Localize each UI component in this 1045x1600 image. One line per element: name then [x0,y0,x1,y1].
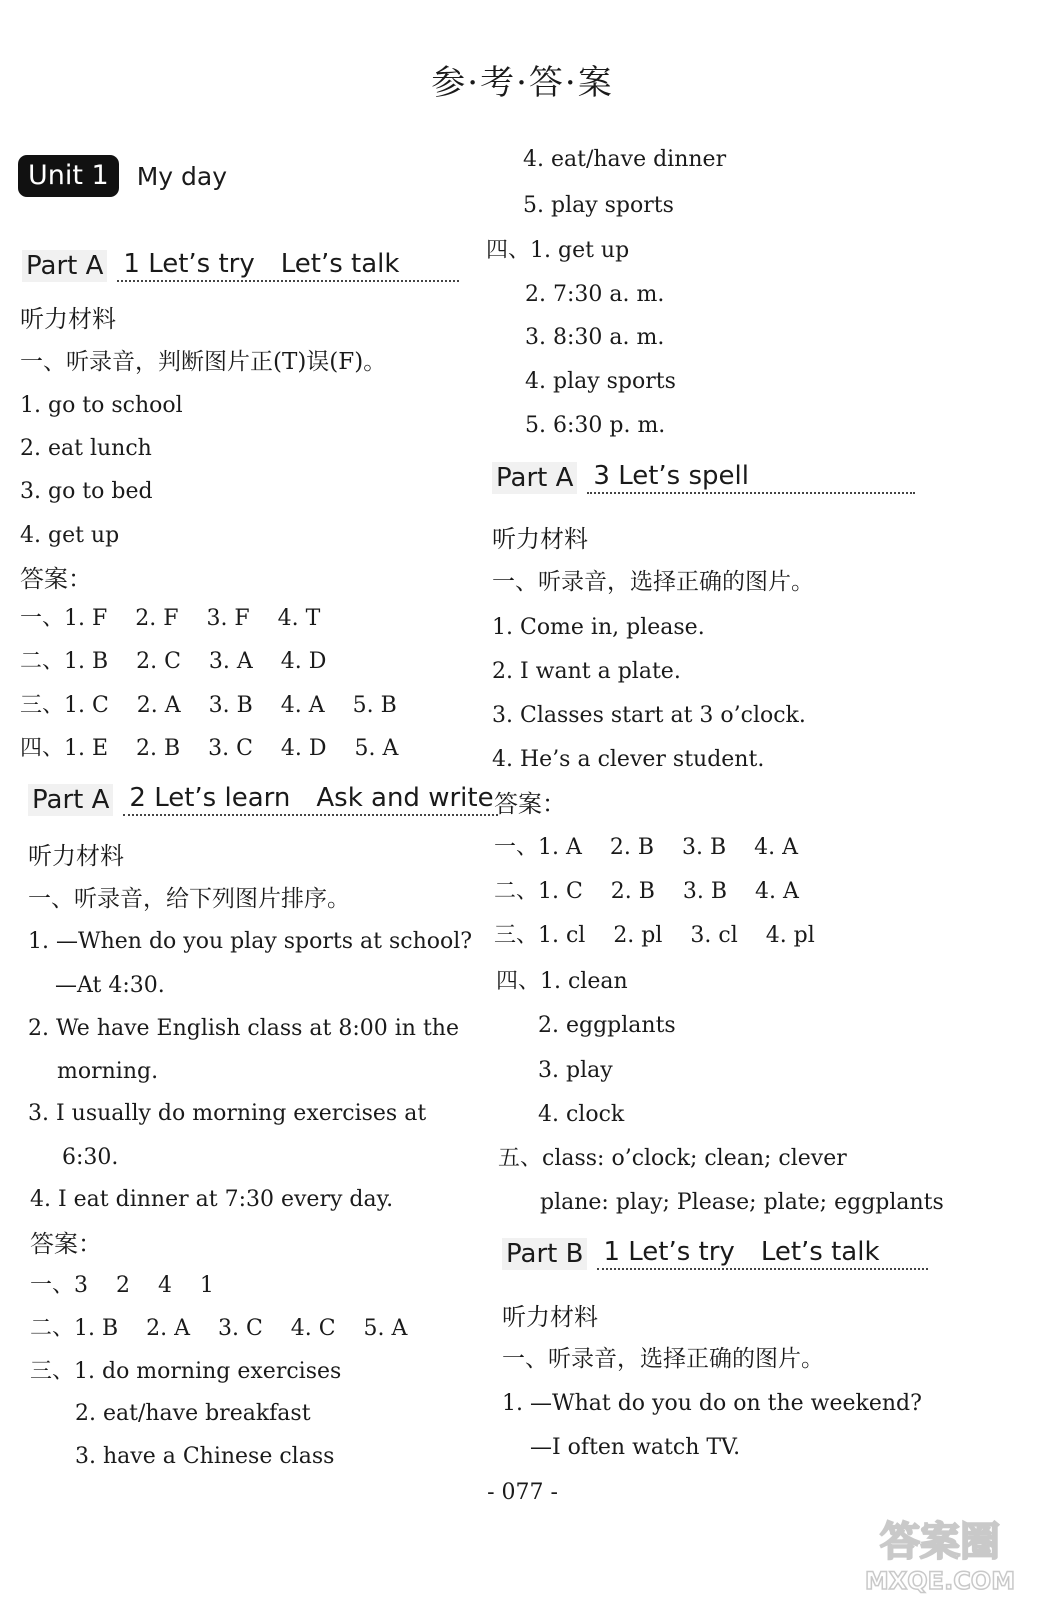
watermark-logo [850,1505,1030,1595]
answer-row: 4. play sports [525,369,676,394]
list-item: 6:30. [62,1145,119,1170]
section-heading: 听力材料 [502,1303,598,1331]
page-number: - 077 - [487,1480,558,1505]
list-item: 2. eat lunch [20,436,152,461]
answer-row: plane: play; Please; plate; eggplants [540,1190,944,1215]
answers-heading: 答案： [494,790,566,818]
watermark-url: MXQE.COM [864,1567,1016,1595]
list-item: 3. Classes start at 3 o’clock. [492,703,806,728]
answers-heading: 答案： [20,565,92,593]
part-title: 3 Let’s spell [587,460,915,494]
answer-row: 一、3 2 4 1 [30,1273,214,1298]
part-label: Part A [22,250,107,282]
part-title: 2 Let’s learn Ask and write [123,782,497,816]
answer-row: 一、1. A 2. B 3. B 4. A [494,835,798,860]
list-item: 3. I usually do morning exercises at [28,1101,427,1126]
part-b1-heading [502,1236,928,1270]
list-item: 1. —When do you play sports at school? [28,929,473,954]
list-item: 2. I want a plate. [492,659,681,684]
answer-row: 四、1. clean [496,969,628,994]
list-item: —I often watch TV. [530,1435,741,1460]
list-item: 3. go to bed [20,479,153,504]
list-item: 2. We have English class at 8:00 in the [28,1016,459,1041]
answer-row: 三、1. cl 2. pl 3. cl 4. pl [494,923,815,948]
answer-row: 一、1. F 2. F 3. F 4. T [20,606,321,631]
answer-row: 二、1. C 2. B 3. B 4. A [494,879,799,904]
answer-row: 4. eat/have dinner [523,147,727,172]
instruction: 一、听录音，选择正确的图片。 [502,1346,824,1372]
answers-heading: 答案： [30,1230,102,1258]
unit-header [18,155,227,197]
list-item: 1. go to school [20,393,183,418]
list-item: 1. —What do you do on the weekend? [502,1391,922,1416]
watermark-text: 答案圈 [880,1519,1000,1565]
list-item: 4. get up [20,523,120,548]
part-a2-heading [28,782,498,816]
answer-row: 2. eggplants [538,1013,676,1038]
list-item: —At 4:30. [55,973,165,998]
answer-row: 五、class: o’clock; clean; clever [498,1146,847,1171]
part-label: Part A [28,784,113,816]
answer-row: 5. 6:30 p. m. [525,413,666,438]
part-a3-heading [492,460,915,494]
list-item: 4. He’s a clever student. [492,747,765,772]
part-label: Part A [492,462,577,494]
answer-row: 四、1. E 2. B 3. C 4. D 5. A [20,736,399,761]
section-heading: 听力材料 [492,525,588,553]
answer-row: 三、1. C 2. A 3. B 4. A 5. B [20,693,397,718]
list-item: 4. I eat dinner at 7:30 every day. [30,1187,394,1212]
answer-row: 2. 7:30 a. m. [525,282,665,307]
instruction: 一、听录音，选择正确的图片。 [492,569,814,595]
answer-row: 4. clock [538,1102,625,1127]
answer-row: 三、1. do morning exercises [30,1359,342,1384]
answer-row: 2. eat/have breakfast [75,1401,311,1426]
answer-row: 5. play sports [523,193,674,218]
answer-row: 3. play [538,1058,613,1083]
list-item: 1. Come in, please. [492,615,705,640]
part-title: 1 Let’s try Let’s talk [597,1236,927,1270]
section-heading: 听力材料 [20,305,116,333]
unit-title: My day [136,161,228,191]
section-heading: 听力材料 [28,842,124,870]
answer-row: 二、1. B 2. C 3. A 4. D [20,649,327,674]
part-a1-heading [22,248,459,282]
unit-badge: Unit 1 [18,155,119,197]
page-title: 参·考·答·案 [431,63,614,103]
instruction: 一、听录音，给下列图片排序。 [28,886,350,912]
list-item: morning. [57,1059,159,1084]
answer-row: 四、1. get up [486,238,630,263]
part-title: 1 Let’s try Let’s talk [117,248,459,282]
answer-row: 二、1. B 2. A 3. C 4. C 5. A [30,1316,408,1341]
part-label: Part B [502,1238,587,1270]
instruction: 一、听录音，判断图片正(T)误(F)。 [20,349,387,375]
answer-row: 3. have a Chinese class [75,1444,335,1469]
answer-row: 3. 8:30 a. m. [525,325,665,350]
